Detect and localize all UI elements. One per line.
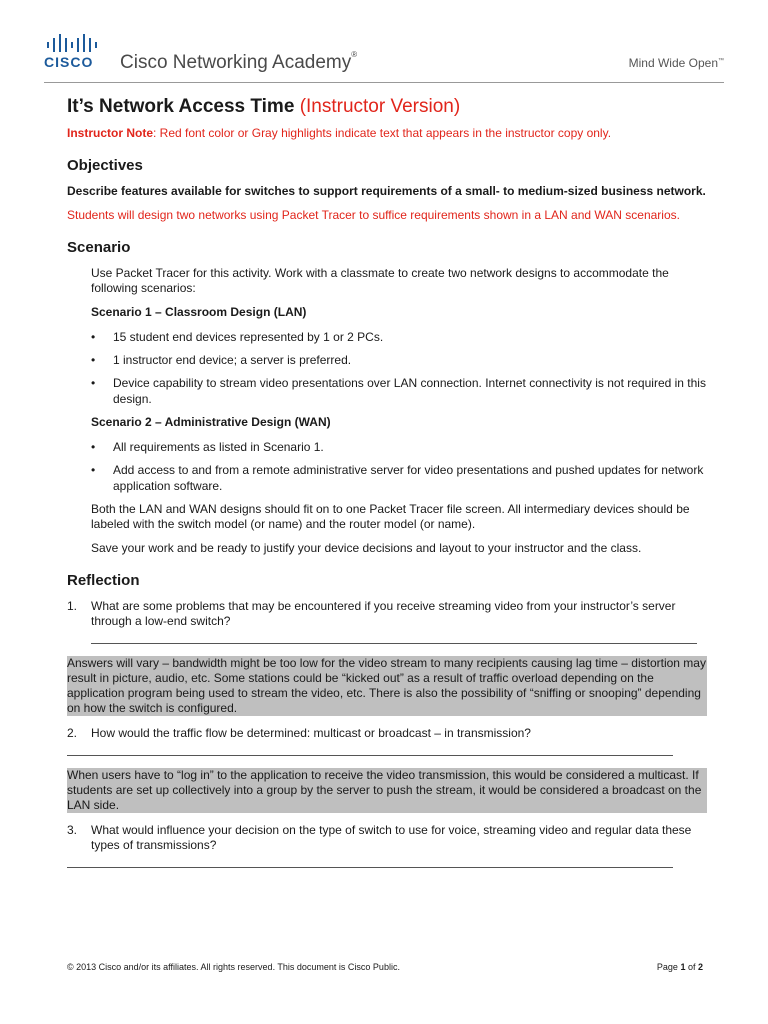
cisco-logo — [44, 30, 124, 70]
objective-text: Describe features available for switches to support requirements of a small- to medium-sized business network. — [67, 184, 706, 198]
scenario-1-list — [91, 329, 707, 407]
reflection-heading: Reflection — [67, 572, 140, 589]
list-item: • 1 instructor end device; a server is preferred. — [91, 353, 352, 367]
document-body — [67, 96, 707, 880]
page-number: Page 1 of 2 — [656, 962, 703, 972]
reflection-list — [67, 599, 707, 629]
cisco-wordmark: CISCO — [44, 54, 94, 70]
list-item: • Add access to and from a remote administrative server for video presentations and pushed updates for network application software. — [91, 463, 704, 493]
answer-line — [91, 643, 697, 644]
reflection-question-3: 3. What would influence your decision on the type of switch to use for voice, streaming video and regular data these types of transmissions? — [67, 823, 692, 852]
scenario-1-title: Scenario 1 – Classroom Design (LAN) — [91, 305, 307, 319]
objectives-heading: Objectives — [67, 157, 143, 174]
page-footer — [67, 962, 703, 978]
scenario-intro: Use Packet Tracer for this activity. Work with a classmate to create two network designs to accommodate the following scenarios: — [91, 266, 669, 295]
academy-title: Cisco Networking Academy® — [120, 50, 358, 73]
reflection-answer-1: Answers will vary – bandwidth might be too low for the video stream to many recipients causing lag time – distortion may result in picture, audio, etc. Some stations could be “kicked out” as a result of traffic overload depending on the application program being used to stream the video, etc. There is also the possibility of “sniffing or snooping” depending on how the switch is configured. — [67, 656, 706, 715]
scenario-paragraph: Both the LAN and WAN designs should fit on to one Packet Tracer file screen. All intermediary devices should be labeled with the switch model (or name) and the router model (or name). — [91, 502, 690, 531]
answer-line — [67, 755, 673, 756]
scenario-paragraph: Save your work and be ready to justify your device decisions and layout to your instructor and the class. — [91, 541, 642, 555]
reflection-question-2: 2. How would the traffic flow be determined: multicast or broadcast – in transmission? — [67, 726, 531, 740]
list-item: • Device capability to stream video presentations over LAN connection. Internet connectivity is not required in this design. — [91, 376, 706, 406]
page-header — [44, 30, 724, 78]
scenario-2-list — [91, 439, 707, 494]
scenario-2-title: Scenario 2 – Administrative Design (WAN) — [91, 415, 331, 429]
reflection-question-1: 1. What are some problems that may be encountered if you receive streaming video from your instructor’s server through a low-end switch? — [67, 599, 676, 628]
cisco-bars-icon — [46, 32, 106, 52]
header-divider — [44, 82, 724, 83]
instructor-note: Instructor Note: Red font color or Gray highlights indicate text that appears in the instructor copy only. — [67, 126, 612, 140]
scenario-heading: Scenario — [67, 239, 131, 256]
page-title: It’s Network Access Time (Instructor Version) — [67, 96, 461, 117]
list-item: • 15 student end devices represented by 1 or 2 PCs. — [91, 330, 384, 344]
copyright-text: © 2013 Cisco and/or its affiliates. All rights reserved. This document is Cisco Public. — [67, 962, 400, 972]
reflection-answer-2: When users have to “log in” to the application to receive the video transmission, this would be considered a multicast. If students are set up collectively into a group by the server to push the stream, it would be considered a broadcast on the LAN side. — [67, 768, 707, 813]
tagline: Mind Wide Open™ — [628, 56, 724, 70]
list-item: • All requirements as listed in Scenario 1. — [91, 440, 324, 454]
objective-instructor-text: Students will design two networks using Packet Tracer to suffice requirements shown in a LAN and WAN scenarios. — [67, 208, 680, 222]
answer-line — [67, 867, 673, 868]
